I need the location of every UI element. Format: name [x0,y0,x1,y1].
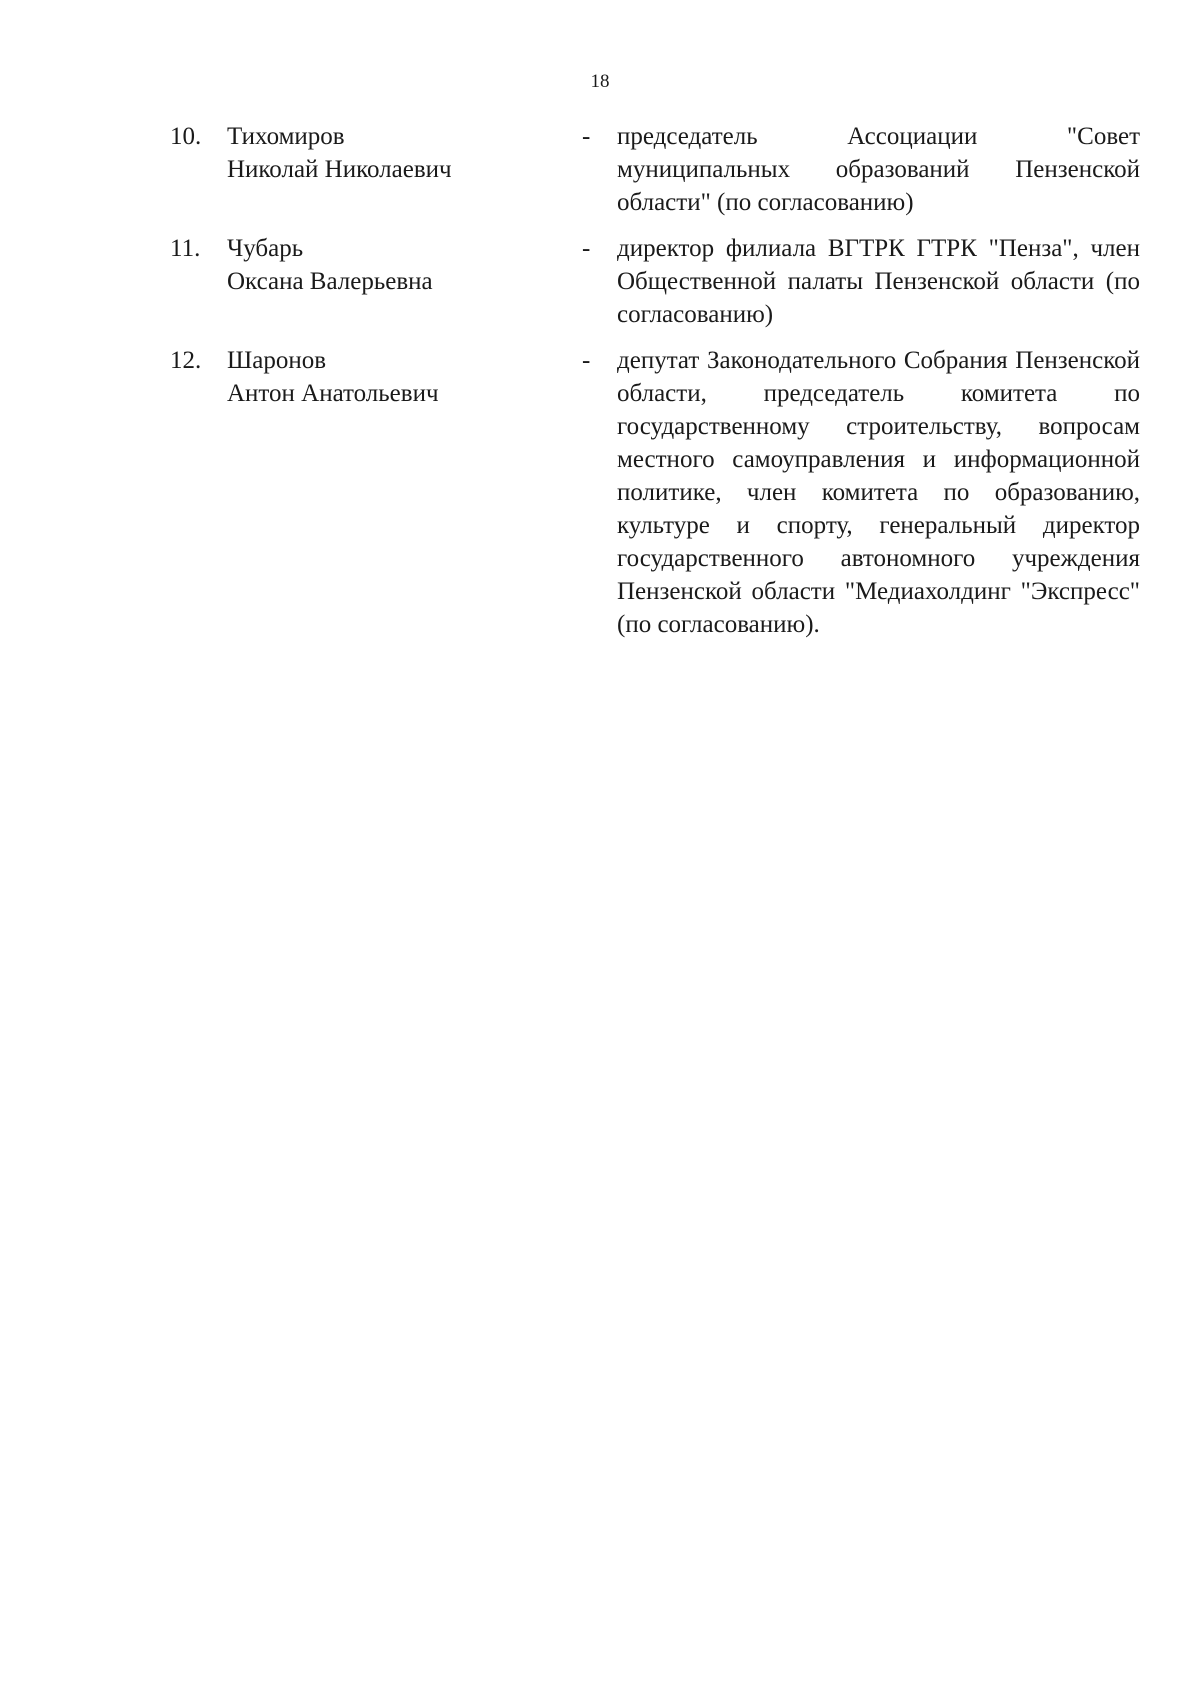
member-entry-12 [170,344,1140,674]
member-entry-11 [170,232,1140,332]
member-name [227,344,587,410]
member-given-names: Антон Анатольевич [227,380,439,407]
member-name [227,120,587,186]
member-description: директор филиала ВГТРК ГТРК "Пенза", член Общественной палаты Пензенской области (по согласованию) [617,235,1140,328]
member-dash: - [582,347,591,374]
member-number: 10. [170,123,202,150]
member-given-names: Николай Николаевич [227,156,452,183]
page-number: 18 [590,71,610,92]
member-number: 12. [170,347,202,374]
member-given-names: Оксана Валерьевна [227,268,433,295]
member-description: председатель Ассоциации "Совет муниципальных образований Пензенской области" (по согласованию) [617,123,1140,216]
member-dash: - [582,123,591,150]
member-surname: Чубарь [227,235,304,262]
member-surname: Шаронов [227,347,326,374]
member-dash: - [582,235,591,262]
member-surname: Тихомиров [227,123,345,150]
member-description: депутат Законодательного Собрания Пензенской области, председатель комитета по государственному строительству, вопросам местного самоуправления и информационной политике, член комитета по образованию, культуре и спорту, генеральный директор государственного автономного учреждения Пензенской области "Медиахолдинг "Экспресс" (по согласованию). [617,347,1140,638]
member-name [227,232,587,298]
member-entry-10 [170,120,1140,220]
member-number: 11. [170,235,201,262]
